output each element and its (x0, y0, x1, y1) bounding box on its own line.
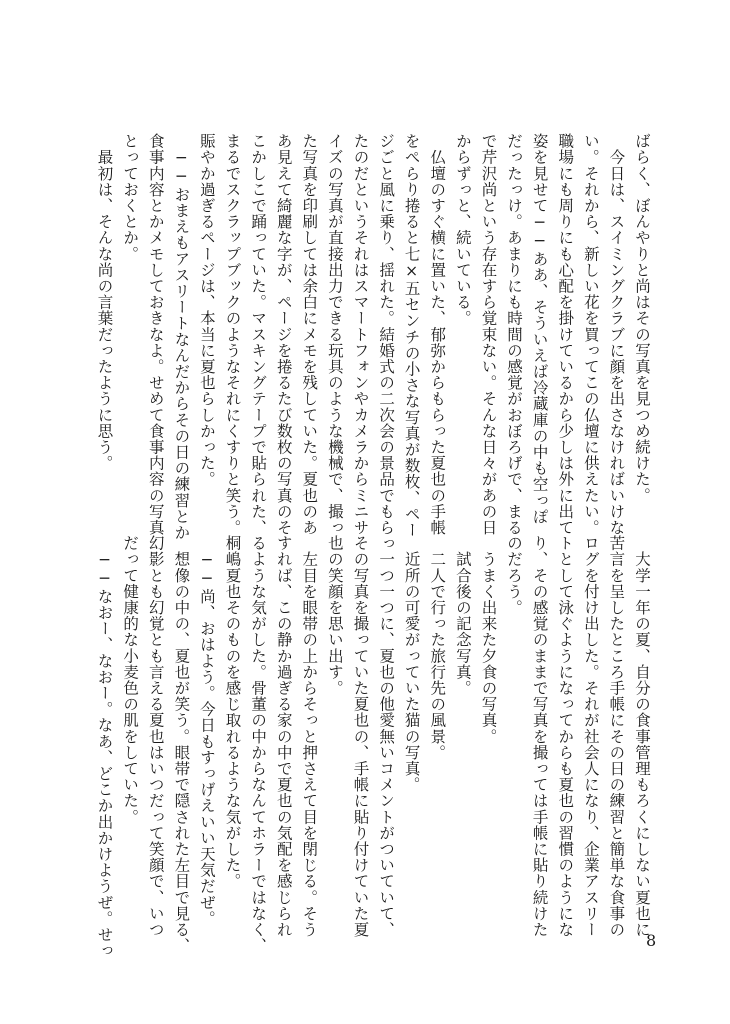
text-line: ──尚、おはよう。今日もすっげえいい天気だぜ。 (197, 535, 216, 927)
text-line: イズの写真が直接出力できる玩具のような機械で、撮っ (325, 133, 344, 536)
text-line: 一つ一つに、夏也の他愛無いコメントがついていて、 (377, 535, 396, 938)
text-line: だって健康的な小麦色の肌をしていた。 (121, 535, 140, 825)
text-line: まるでスクラップブックのようなそれにくすりと笑う。 (223, 133, 242, 536)
text-line: た写真を印刷しては余白にメモを残していた。夏也のあ (300, 133, 319, 536)
text-line: 試合後の記念写真。 (453, 535, 472, 696)
text-line: をぺらり捲ると七×五センチの小さな写真が数枚、ペー (402, 133, 421, 538)
text-line: 想像の中の、夏也が笑う。眼帯で隠された左目で見る、 (172, 535, 191, 954)
text-line: すれば、この静か過ぎる家の中で夏也の気配を感じられ (274, 535, 293, 938)
upper-text-block (91, 133, 654, 552)
text-line: 近所の可愛がっていた猫の写真。 (402, 535, 421, 793)
text-line: 賑やか過ぎるページは、本当に夏也らしかった。 (197, 133, 216, 488)
text-line: 左目を眼帯の上からそっと押さえて目を閉じる。そう (300, 535, 319, 938)
text-line: ──なおー、なおー。なあ、どこか出かけようぜ。せっ (95, 535, 114, 959)
text-line: 幻影とも幻覚とも言える夏也はいつだって笑顔で、いつ (146, 535, 165, 938)
text-line: 也の笑顔を思い出す。 (325, 535, 344, 696)
text-line: トとして泳ぐようになってからも夏也の習慣のようにな (556, 535, 575, 938)
text-line: るような気がした。骨董の中からなんてホラーではなく、 (249, 535, 268, 954)
text-line: ジごと風に乗り、揺れた。結婚式の二次会の景品でもらっ (377, 133, 396, 552)
text-line: その写真を撮っていた夏也の、手帳に貼り付けていた夏 (351, 535, 370, 938)
text-line: 姿を見せて──ああ、そういえば冷蔵庫の中も空っぽ (530, 133, 549, 525)
text-line: 今日は、スイミングクラブに顔を出さなければいけな (607, 133, 626, 536)
text-line: 桐嶋夏也そのものを感じ取れるような気がした。 (223, 535, 242, 890)
text-line: り、その感覚のままで写真を撮っては手帳に貼り続けた (530, 535, 549, 938)
text-line: 大学一年の夏、自分の食事管理もろくにしない夏也に (633, 535, 651, 938)
text-line: 食事内容とかメモしておきなよ。せめて食事内容の写真 (146, 133, 165, 536)
text-line: のだろう。 (505, 535, 524, 616)
lower-text-block (91, 535, 654, 959)
page-number: 8 (646, 931, 657, 950)
text-line: とっておくとか。 (121, 133, 140, 262)
text-line: ログを付け出した。それが社会人になり、企業アスリー (581, 535, 600, 938)
text-line: 最初は、そんな尚の言葉だったように思う。 (95, 133, 114, 472)
text-line: だったっけ。あまりにも時間の感覚がおぼろげで、まる (505, 133, 524, 536)
text-line: 苦言を呈したところ手帳にその日の練習と簡単な食事の (607, 535, 626, 938)
text-line: 職場にも周りにも心配を掛けているから少しは外に出て (556, 133, 575, 536)
text-line: 仏壇のすぐ横に置いた、郁弥からもらった夏也の手帳 (428, 133, 447, 536)
text-line: あ見えて綺麗な字が、ページを捲るたび数枚の写真のそ (274, 133, 293, 536)
text-line: ──おまえもアスリートなんだからその日の練習とか (172, 133, 191, 541)
text-line: こかしこで踊っていた。マスキングテープで貼られた、 (249, 133, 268, 536)
text-line: からずっと、続いている。 (453, 133, 472, 327)
text-line: たのだというそれはスマートフォンやカメラからミニサ (351, 133, 370, 536)
text-line: ばらく、ぼんやりと尚はその写真を見つめ続けた。 (633, 133, 651, 504)
text-line: で芹沢尚という存在すら覚束ない。そんな日々があの日 (479, 133, 498, 536)
text-line: い。それから、新しい花を買ってこの仏壇に供えたい。 (581, 133, 600, 536)
text-line: 二人で行った旅行先の風景。 (428, 535, 447, 761)
text-line: うまく出来た夕食の写真。 (479, 535, 498, 745)
